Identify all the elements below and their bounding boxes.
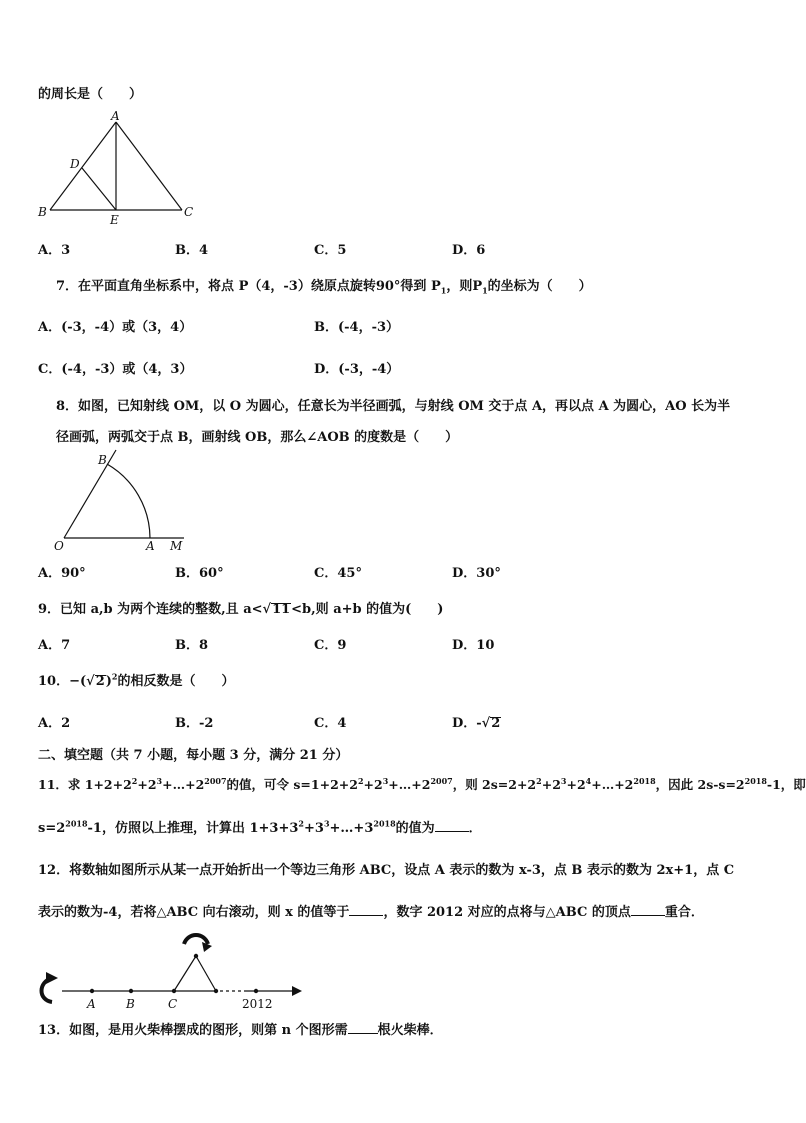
answer-blank-x <box>349 905 383 916</box>
label-2012: 2012 <box>242 997 273 1011</box>
angle-figure-q8 <box>50 448 190 554</box>
label-M: M <box>170 539 183 553</box>
answer-blank <box>348 1023 378 1034</box>
question-6-tail: 的周长是（ ） <box>38 87 143 102</box>
question-11-line2: $s=2^{2018}-1$，仿照以上推理，计算出 $1+3+3^2+3^3+\dots+3^{2018}$的值为 ． <box>38 818 482 836</box>
q7-option-c: C．(-4，-3）或（4，3） <box>38 362 193 377</box>
question-12-line1: 12．将数轴如图所示从某一点开始折出一个等边三角形 ABC，设点 A 表示的数为 x-3，点 B 表示的数为 2x+1，点 C <box>38 863 735 878</box>
q8-option-b: B．60° <box>175 566 224 581</box>
triangle-figure-q6 <box>36 108 196 228</box>
question-12-line2: 表示的数为-4，若将△ABC 向右滚动，则 x 的值等于 ，数字 2012 对应的点将与△ABC 的顶点 重合． <box>38 905 704 920</box>
label-C: C <box>168 997 178 1011</box>
q6-option-a: A．3 <box>38 243 71 258</box>
label-A: A <box>146 539 155 553</box>
label-A: A <box>87 997 96 1011</box>
q8-option-d: D．30° <box>452 566 501 581</box>
q10-option-b: B．-2 <box>175 716 214 731</box>
question-11-line1: 11．求 $1+2+2^2+2^3+\dots+2^{2007}$的值，可令 $s=1+2+2^2+2^3+\dots+2^{2007}$，则 $2s=2+2^2+2^3+2^4+\dots+2^{2018}$，因此 $2s-s=2^{2018}-1$，即 <box>38 775 806 792</box>
q6-option-d: D．6 <box>452 243 486 258</box>
number-line-figure-q12 <box>34 930 304 1014</box>
label-B: B <box>38 205 47 219</box>
answer-blank <box>435 821 469 832</box>
question-10: 10．$-(√2)^2$的相反数是（ ） <box>38 671 235 689</box>
q9-option-a: A．7 <box>38 638 71 653</box>
q8-option-a: A．90° <box>38 566 86 581</box>
q6-option-c: C．5 <box>314 243 347 258</box>
question-7: 7．在平面直角坐标系中，将点 P（4，-3）绕原点旋转90°得到 $P_1$，则$P_1$的坐标为（ ） <box>56 279 592 296</box>
label-B: B <box>126 997 135 1011</box>
question-9: 9．已知 a,b 为两个连续的整数,且 a<√11<b,则 a+b 的值为( ) <box>38 602 444 617</box>
section-2-heading: 二、填空题（共 7 小题，每小题 3 分，满分 21 分） <box>38 748 349 763</box>
left-arrowhead-icon <box>46 972 58 984</box>
question-8-line2: 径画弧，两弧交于点 B，画射线 OB，那么∠AOB 的度数是（ ） <box>56 430 459 445</box>
q7-option-d: D．(-3，-4） <box>314 362 400 377</box>
label-A: A <box>111 109 120 123</box>
q7-option-b: B．(-4，-3） <box>314 320 400 335</box>
q9-option-d: D．10 <box>452 638 495 653</box>
label-E: E <box>110 213 119 227</box>
question-13: 13．如图，是用火柴棒摆成的图形，则第 n 个图形需 根火柴棒． <box>38 1023 443 1038</box>
q9-option-c: C．9 <box>314 638 347 653</box>
answer-blank-vertex <box>631 905 665 916</box>
label-O: O <box>54 539 64 553</box>
axis-arrow-icon <box>292 986 302 996</box>
label-B: B <box>98 453 107 467</box>
q8-option-c: C．45° <box>314 566 362 581</box>
q10-option-c: C．4 <box>314 716 347 731</box>
q10-option-a: A．2 <box>38 716 71 731</box>
label-C: C <box>184 205 194 219</box>
question-8-line1: 8．如图，已知射线 OM，以 O 为圆心，任意长为半径画弧，与射线 OM 交于点 A，再以点 A 为圆心，AO 长为半 <box>56 399 731 414</box>
q10-option-d: D．-√2 <box>452 716 501 731</box>
label-D: D <box>70 157 80 171</box>
q7-option-a: A．(-3，-4）或（3，4） <box>38 320 193 335</box>
q9-option-b: B．8 <box>175 638 209 653</box>
q6-option-b: B．4 <box>175 243 209 258</box>
